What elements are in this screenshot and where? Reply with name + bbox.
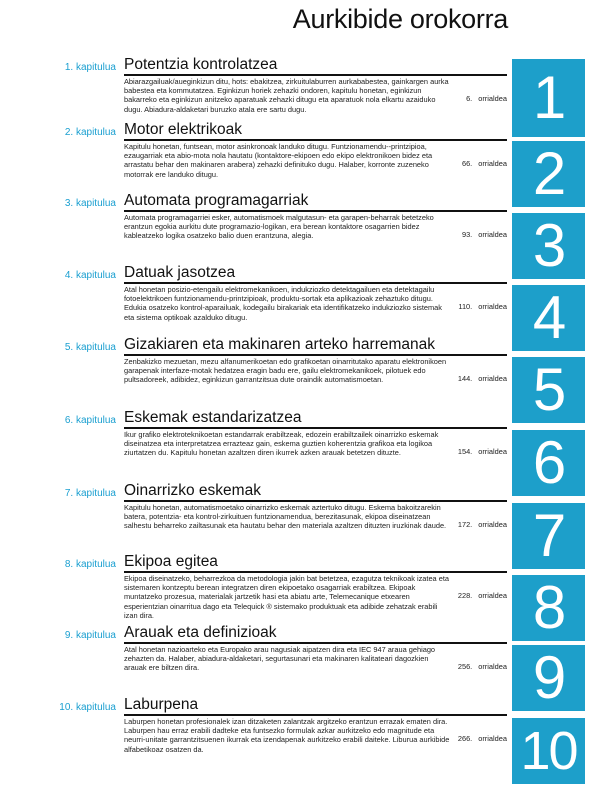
chapter-description: Atal honetan nazioarteko eta Europako arau nagusiak aipatzen dira eta IEC 947 araua gehiago zehazten da. Halaber, abiadura-aldaketari, segurtasunari eta makinaren kalitateari dagozkien arauak ere biltzen dira. — [124, 645, 436, 673]
page-word: orrialdea — [478, 447, 507, 456]
chapter-label: 5. kapitulua — [64, 342, 116, 353]
chapter-number-block: 10 — [512, 718, 585, 784]
chapter-number-block: 4 — [512, 285, 585, 351]
chapter-description: Ikur grafiko elektroteknikoetan estandarrak erabiltzeak, edozein erabiltzailek oinarrizko eskemak diseinatzea eta interpretatzea errazteaz gain, eskema guztien koherentzia grafikoa eta logikoa ziurtatzen du. Kapitulu honetan azaltzen diren ikurrek azken arauak betetzen dituzte. — [124, 430, 439, 458]
chapter-rule — [124, 354, 507, 356]
page-number: 228. — [457, 591, 473, 600]
chapter-title: Gizakiaren eta makinaren arteko harremanak — [124, 336, 436, 353]
page-number: 66. — [461, 159, 473, 168]
chapter-label: 4. kapitulua — [64, 270, 116, 281]
chapter-description: Abiarazgailuak/aueginkizun ditu, hots: ebakitzea, zirkuitulaburren aurkababestea, gainkargen aurka babestea eta kommutatzea. Eginkizun horiek zehazki ondoren, kapitulu honetan, eginkizun bakarreko eta eginkizun anitzeko aparatuak zehazki ditugu eta aparatuok nola elkartu azaiduko dugu. Abiadura-aldaketari buruzko atala ere sartu dugu. — [124, 77, 449, 114]
chapter-title: Potentzia kontrolatzea — [124, 56, 278, 73]
page-word: orrialdea — [478, 662, 507, 671]
chapter-page-ref — [466, 94, 507, 103]
chapter-page-ref — [458, 520, 507, 529]
chapter-number-block: 3 — [512, 213, 585, 279]
page-word: orrialdea — [478, 94, 507, 103]
page-word: orrialdea — [478, 159, 507, 168]
chapter-title: Laburpena — [124, 696, 199, 713]
chapter-rule — [124, 500, 507, 502]
page-number: 154. — [457, 447, 473, 456]
chapter-label: 2. kapitulua — [64, 127, 116, 138]
chapter-label: 10. kapitulua — [59, 702, 116, 713]
chapter-description: Laburpen honetan profesionalek izan ditzaketen zalantzak argitzeko erantzun errazak ematen dira. Laburpen hau erraz erabili dadteke eta funtsezko formulak azkar aurkitzeko edo magnitude eta neurri-unitate garrantzitsuenen ikurrak eta izendapenak aurkitzeko erabili daiteke. Liburua aurkibide alfabetikoaz osatzen da. — [124, 717, 450, 754]
chapter-rule — [124, 642, 507, 644]
page-number: 266. — [457, 734, 473, 743]
chapter-page-ref — [462, 159, 507, 168]
page-word: orrialdea — [478, 302, 507, 311]
page-number: 6. — [466, 94, 473, 103]
chapter-label: 1. kapitulua — [64, 62, 116, 73]
chapter-label: 8. kapitulua — [64, 559, 116, 570]
chapter-rule — [124, 210, 507, 212]
chapter-label: 3. kapitulua — [64, 198, 116, 209]
chapter-title: Eskemak estandarizatzea — [124, 409, 302, 426]
page-number: 144. — [457, 374, 473, 383]
chapter-page-ref — [458, 734, 507, 743]
page-number: 256. — [457, 662, 473, 671]
chapter-number-block: 7 — [512, 503, 585, 569]
page-number: 93. — [461, 230, 473, 239]
chapter-title: Arauak eta definizioak — [124, 624, 277, 641]
chapter-rule — [124, 282, 507, 284]
chapter-page-ref — [458, 591, 507, 600]
page-word: orrialdea — [478, 520, 507, 529]
page-word: orrialdea — [478, 374, 507, 383]
chapter-title: Ekipoa egitea — [124, 553, 218, 570]
chapter-description: Automata programagarriei esker, automatismoek malgutasun- eta garapen-beharrak betetzeko erantzun egokia aurkitu dute programazio-logikan, era berean kontaktore osagarrien bidez kableatzeko logika osatzeko balio duen erantzuna, alegia. — [124, 213, 434, 241]
chapter-number-block: 2 — [512, 141, 585, 207]
chapter-rule — [124, 427, 507, 429]
chapter-description: Kapitulu honetan, automatismoetako oinarrizko eskemak aztertuko ditugu. Eskema bakoitzarekin batera, potentzia- eta kontrol-zirkuituen funtzionamendua, berezitasunak, ekipoa diseinatzean salhestu beharreko zailtasunak eta hautatu behar den materiala azaltzen dituzten iruzkinak daude. — [124, 503, 447, 531]
chapter-rule — [124, 571, 507, 573]
chapter-rule — [124, 74, 507, 76]
chapter-label: 7. kapitulua — [64, 488, 116, 499]
page-word: orrialdea — [478, 591, 507, 600]
chapter-title: Datuak jasotzea — [124, 264, 236, 281]
page-title: Aurkibide orokorra — [292, 4, 508, 34]
chapter-number-block: 8 — [512, 575, 585, 641]
page-number: 110. — [458, 302, 473, 311]
page-number: 172. — [457, 520, 473, 529]
page-word: orrialdea — [478, 734, 507, 743]
chapter-number-block: 9 — [512, 645, 585, 711]
chapter-description: Atal honetan posizio-etengailu elektromekanikoen, indukziozko detektagailuen eta detektagailu fotoelektrikoen funtzionamendu-printzipioak, produktu-sortak eta aplikazioak zehaztuko ditugu. Edukia osatzeko kontrol-aparailuak, kodegailu birakariak eta identifikatzeko indukziozko sistemak eta sistema optikoak azalduko ditugu. — [124, 285, 442, 322]
chapter-rule — [124, 714, 507, 716]
chapter-page-ref — [458, 302, 507, 311]
chapter-number-block: 6 — [512, 430, 585, 496]
chapter-title: Oinarrizko eskemak — [124, 482, 261, 499]
chapter-page-ref — [458, 662, 507, 671]
page-word: orrialdea — [478, 230, 507, 239]
chapter-title: Automata programagarriak — [124, 192, 309, 209]
chapter-label: 9. kapitulua — [64, 630, 116, 641]
chapter-rule — [124, 139, 507, 141]
chapter-page-ref — [458, 447, 507, 456]
chapter-label: 6. kapitulua — [64, 415, 116, 426]
chapter-number-block: 5 — [512, 357, 585, 423]
chapter-page-ref — [462, 230, 507, 239]
chapter-description: Kapitulu honetan, funtsean, motor asinkronoak landuko ditugu. Funtzionamendu--printzipioa, ezaugarriak eta abio-mota nola hautatu (kontaktore-ekipoen edo ekipo elektronikoen bidez eta arrastatu behar den makinaren arabera) zehazki definituko dugu. Halaber, korronte zuzeneko motorrak ere landuko ditugu. — [124, 142, 433, 179]
chapter-page-ref — [458, 374, 507, 383]
chapter-number-block: 1 — [512, 59, 585, 137]
chapter-description: Ekipoa diseinatzeko, beharrezkoa da metodologia jakin bat betetzea, ezagutza teknikoak izatea eta sistemaren kontzeptu berean integratzen diren ekipoetako osagarriak erabiltzea. Ekipoak muntatzeko prozesua, materialak jartzetik hasi eta abiatu arte, Telemecanique etxearen esperientzian oinarritua dago eta Telequick ® sistemako produktuak eta adibide zehatzak erabili izan dira. — [124, 574, 449, 620]
chapter-title: Motor elektrikoak — [124, 121, 243, 138]
chapter-description: Zenbakizko mezuetan, mezu alfanumerikoetan edo grafikoetan oinarritutako aparatu elektronikoen garapenak interfaze-motak hedatzea eragin badu ere, gailu elektromekanikoek, pilotuek edo pultsadoreek, adibidez, eginkizun garrantzitsua dute oraindik automatismoetan. — [124, 357, 447, 385]
